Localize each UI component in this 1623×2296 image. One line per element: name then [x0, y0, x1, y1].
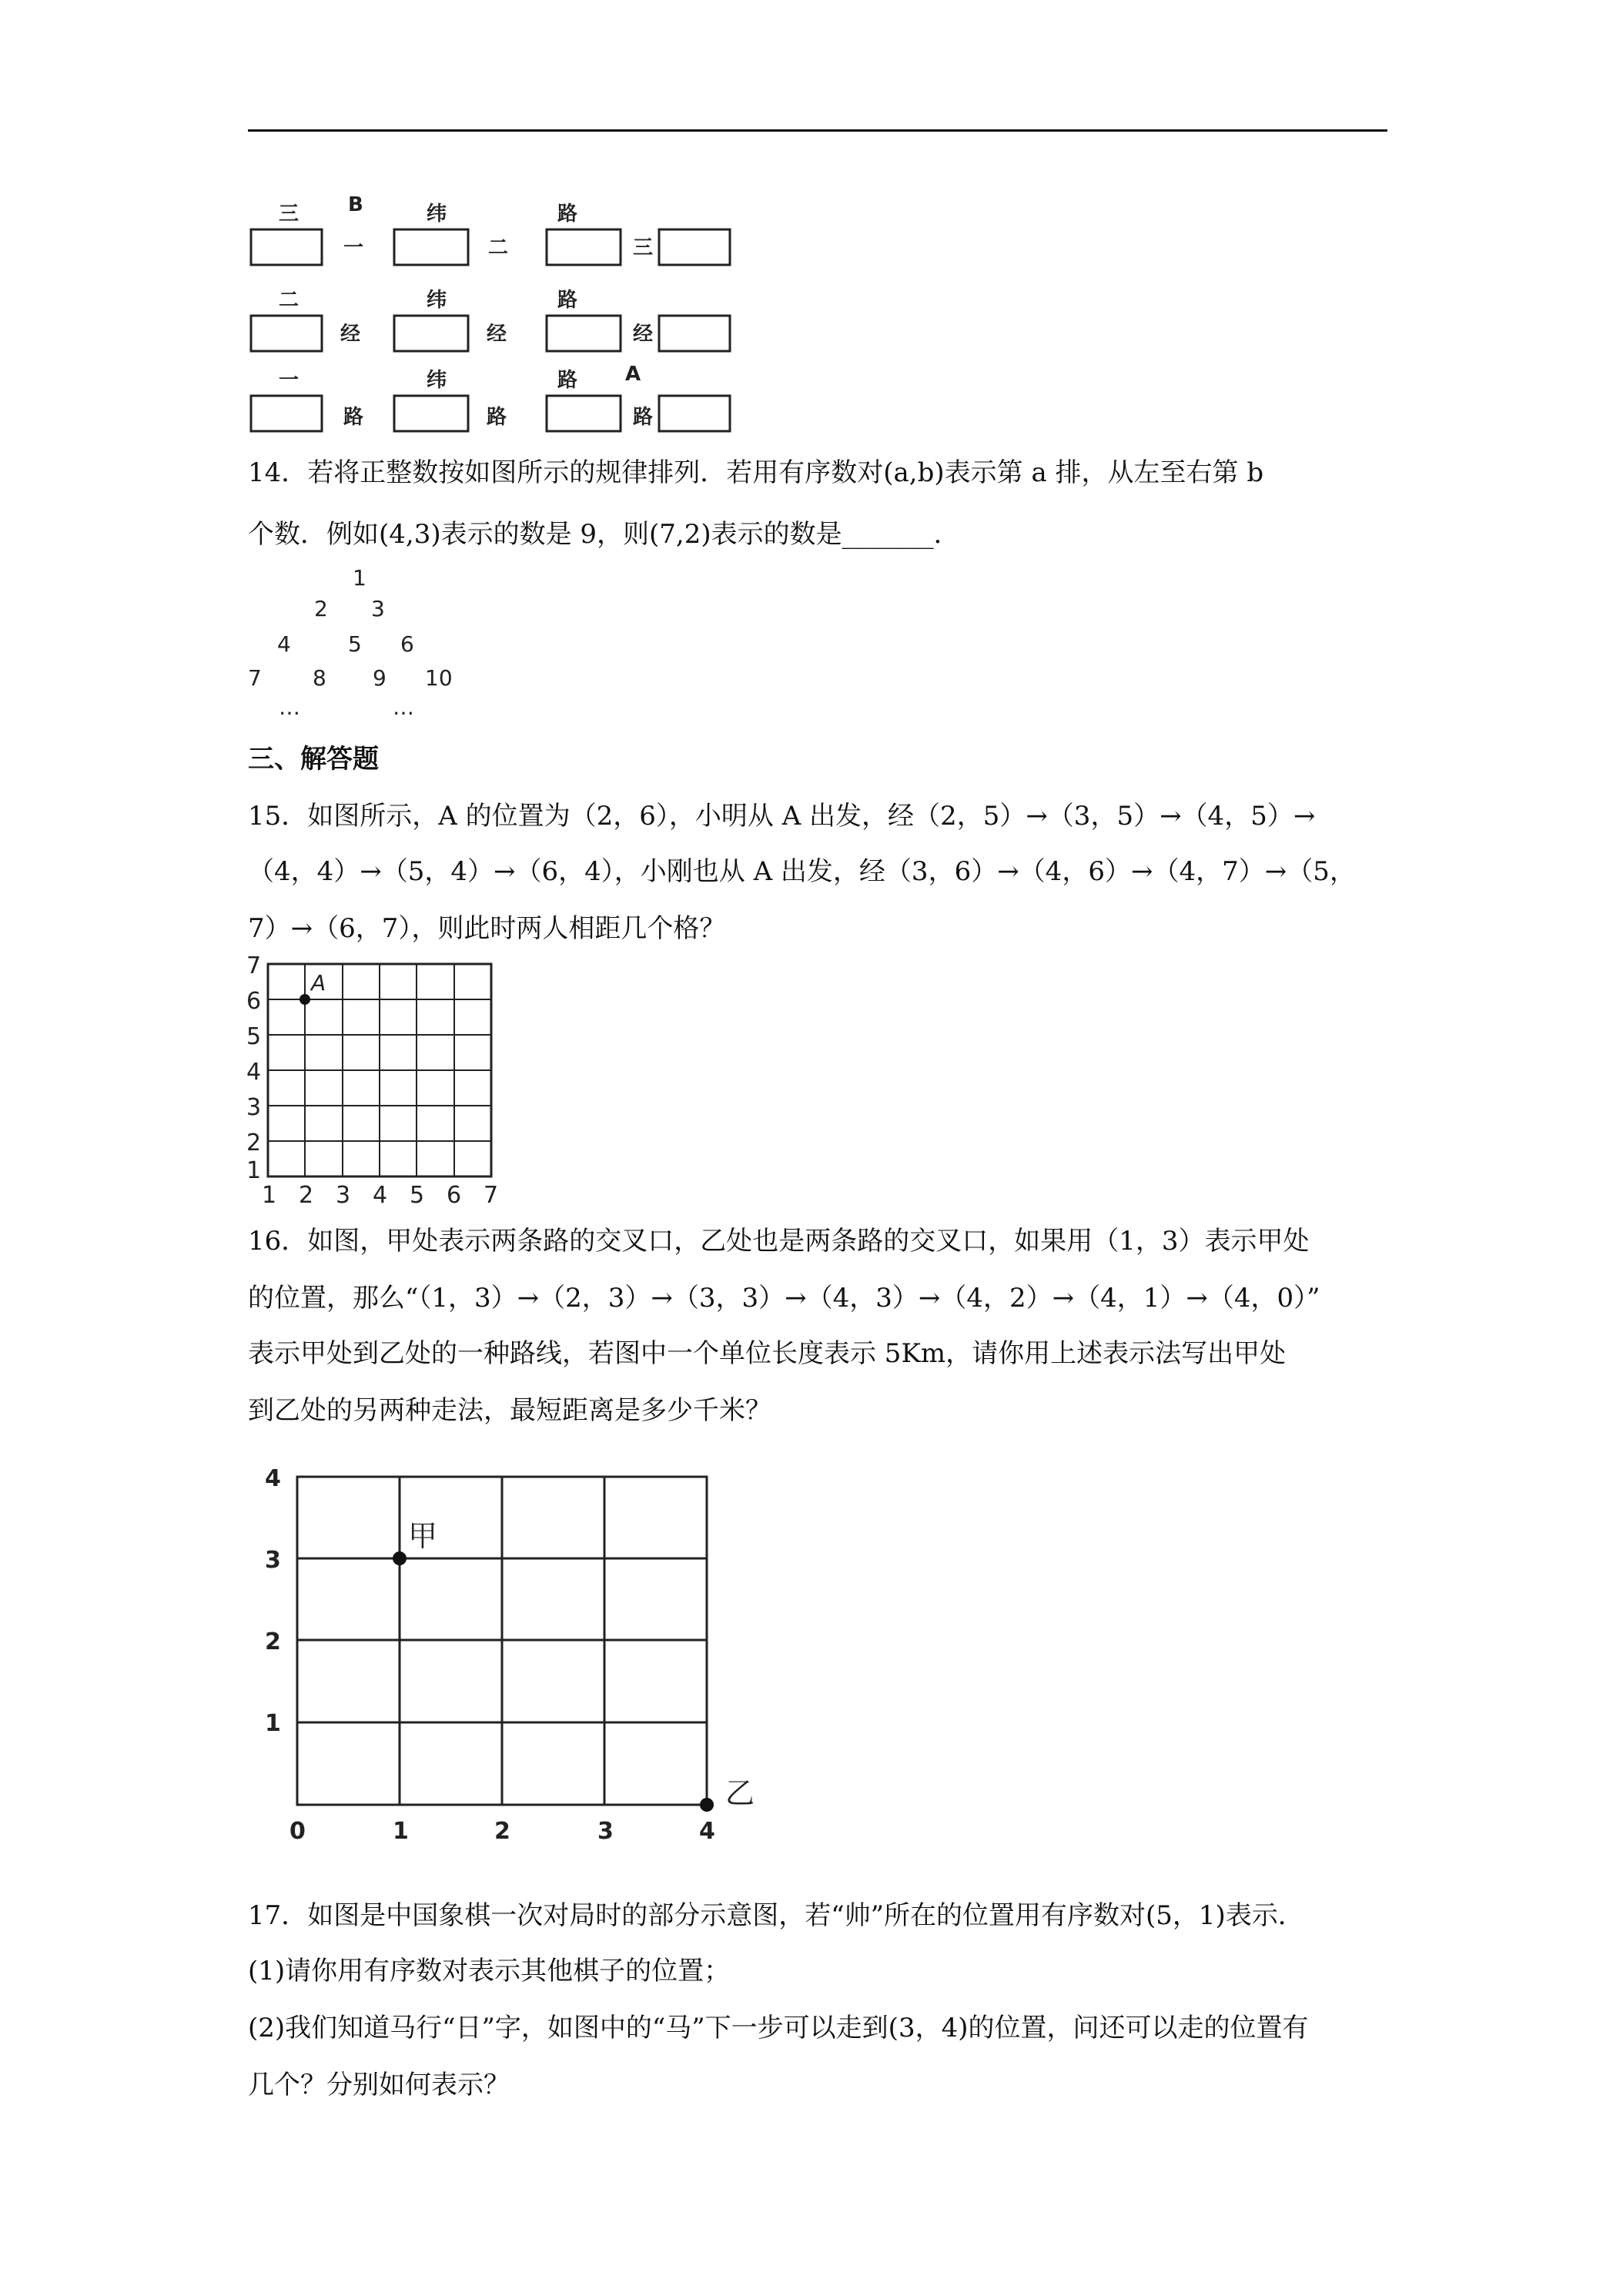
point-a-label: A — [311, 970, 326, 996]
header-rule — [248, 129, 1387, 132]
street-label: 纬 — [427, 369, 447, 392]
street-label: 路 — [557, 289, 578, 312]
street-label: 路 — [557, 369, 578, 392]
y-axis-label: 4 — [246, 1059, 262, 1086]
x-axis-label: 1 — [393, 1818, 409, 1845]
street-label: 路 — [487, 406, 507, 429]
street-label: A — [625, 363, 641, 386]
q16-grid-figure — [254, 1455, 778, 1848]
q17-line4: 几个？分别如何表示？ — [248, 2070, 510, 2100]
street-label: 三 — [279, 202, 300, 226]
x-axis-label: 0 — [289, 1818, 306, 1845]
q17-line2: (1)请你用有序数对表示其他棋子的位置； — [248, 1956, 731, 1986]
triangle-number: 8 — [313, 665, 326, 691]
y-axis-label: 2 — [265, 1628, 281, 1655]
y-axis-label: 6 — [246, 988, 262, 1015]
x-axis-label: 2 — [299, 1182, 314, 1209]
triangle-number: 3 — [371, 596, 385, 621]
y-axis-label: 1 — [246, 1157, 262, 1184]
q15-grid-figure — [245, 955, 507, 1209]
x-axis-label: 4 — [373, 1182, 388, 1209]
q17-line3: (2)我们知道马行“日”字，如图中的“马”下一步可以走到(3，4)的位置，问还可以走的位置有 — [248, 2013, 1309, 2043]
street-label: 路 — [633, 406, 654, 429]
y-axis-label: 1 — [265, 1710, 281, 1737]
q16-line1: 16．如图，甲处表示两条路的交叉口，乙处也是两条路的交叉口，如果用（1，3）表示甲处 — [248, 1226, 1310, 1257]
triangle-number: 5 — [348, 631, 362, 657]
triangle-number: 6 — [400, 631, 414, 657]
triangle-number: 7 — [248, 665, 262, 691]
x-axis-label: 1 — [262, 1182, 277, 1209]
street-label: 路 — [343, 406, 364, 429]
q16-line4: 到乙处的另两种走法，最短距离是多少千米？ — [248, 1395, 771, 1426]
y-axis-label: 4 — [265, 1465, 281, 1492]
triangle-ellipsis: … — [393, 694, 414, 720]
triangle-number: 10 — [425, 665, 453, 691]
triangle-number: 1 — [353, 565, 366, 591]
street-label: 经 — [487, 323, 507, 346]
street-label: 一 — [343, 236, 364, 259]
q17-line1: 17．如图是中国象棋一次对局时的部分示意图，若“帅”所在的位置用有序数对(5，1)表示． — [248, 1900, 1304, 1931]
street-label: 二 — [488, 236, 509, 259]
street-label: 一 — [279, 369, 300, 392]
x-axis-label: 3 — [597, 1818, 614, 1845]
triangle-ellipsis: … — [279, 694, 300, 720]
jia-marker — [393, 1551, 407, 1565]
yi-label: 乙 — [725, 1776, 755, 1810]
street-label: 经 — [633, 323, 654, 346]
street-label: 三 — [633, 236, 654, 259]
x-axis-label: 7 — [484, 1182, 499, 1209]
x-axis-label: 2 — [494, 1818, 510, 1845]
q15-line2: （4，4）→（5，4）→（6，4），小刚也从 A 出发，经（3，6）→（4，6）→（4，7）→（5， — [248, 856, 1356, 887]
number-triangle-figure — [248, 562, 479, 724]
q14-line1: 14．若将正整数按如图所示的规律排列．若用有序数对(a,b)表示第 a 排，从左至右第 b — [248, 457, 1264, 488]
q15-line1: 15．如图所示，A 的位置为（2，6），小明从 A 出发，经（2，5）→（3，5）→（4，5）→ — [248, 801, 1316, 832]
y-axis-label: 2 — [246, 1130, 262, 1156]
street-label: B — [348, 193, 363, 216]
q15-line3: 7）→（6，7），则此时两人相距几个格？ — [248, 913, 726, 944]
x-axis-label: 3 — [336, 1182, 351, 1209]
jia-label: 甲 — [408, 1519, 438, 1553]
point-a-marker — [300, 994, 310, 1005]
triangle-number: 4 — [277, 631, 291, 657]
street-label: 纬 — [427, 289, 447, 312]
q16-line3: 表示甲处到乙处的一种路线，若图中一个单位长度表示 5Km，请你用上述表示法写出甲处 — [248, 1338, 1287, 1369]
yi-marker — [700, 1798, 714, 1812]
q16-line2: 的位置，那么“（1，3）→（2，3）→（3，3）→（4，3）→（4，2）→（4，1）→（4，0）” — [248, 1283, 1320, 1314]
triangle-number: 2 — [314, 596, 328, 621]
y-axis-label: 3 — [265, 1547, 281, 1574]
x-axis-label: 4 — [699, 1818, 715, 1845]
y-axis-label: 5 — [246, 1023, 262, 1050]
y-axis-label: 3 — [246, 1094, 262, 1121]
y-axis-label: 7 — [246, 955, 262, 979]
triangle-number: 9 — [373, 665, 387, 691]
x-axis-label: 5 — [410, 1182, 425, 1209]
street-label: 二 — [279, 289, 300, 312]
street-label: 经 — [340, 323, 361, 346]
q14-line2: 个数．例如(4,3)表示的数是 9，则(7,2)表示的数是_______． — [248, 519, 960, 550]
street-map-figure — [248, 192, 741, 439]
street-label: 纬 — [427, 202, 447, 226]
street-label: 路 — [557, 202, 578, 226]
x-axis-label: 6 — [447, 1182, 462, 1209]
section-title: 三、解答题 — [248, 744, 379, 775]
